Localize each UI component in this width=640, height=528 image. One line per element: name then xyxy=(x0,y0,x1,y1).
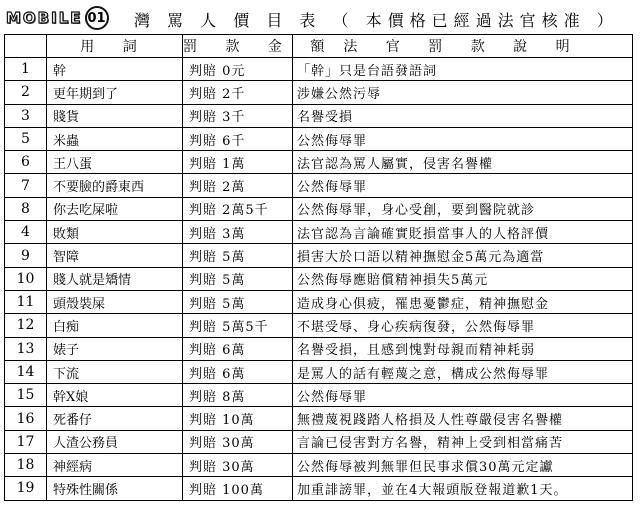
row-fine: 判賠 2千 xyxy=(183,81,293,104)
row-description: 涉嫌公然污辱 xyxy=(293,81,633,104)
row-fine: 判賠 5萬 xyxy=(183,244,293,267)
row-number: 9 xyxy=(5,244,47,267)
row-number: 11 xyxy=(5,290,47,313)
row-fine: 判賠 1萬 xyxy=(183,151,293,174)
table-row xyxy=(5,58,633,81)
row-fine: 判賠 2萬 xyxy=(183,174,293,197)
row-fine: 判賠 5萬5千 xyxy=(183,314,293,337)
row-term: 敗類 xyxy=(47,221,183,244)
row-term: 特殊性關係 xyxy=(47,477,183,500)
row-term: 頭殼裝屎 xyxy=(47,290,183,313)
row-fine: 判賠 8萬 xyxy=(183,384,293,407)
row-term: 賤貨 xyxy=(47,104,183,127)
row-term: 賤人就是矯情 xyxy=(47,267,183,290)
row-description: 公然侮辱罪，身心受創，要到醫院就診 xyxy=(293,197,633,220)
table-row xyxy=(5,104,633,127)
table-row xyxy=(5,360,633,383)
row-description: 無禮蔑視踐踏人格損及人性尊嚴侵害名譽權 xyxy=(293,407,633,430)
row-fine: 判賠 6萬 xyxy=(183,360,293,383)
row-description: 名譽受損，且感到愧對母親而精神耗弱 xyxy=(293,337,633,360)
row-fine: 判賠 2萬5千 xyxy=(183,197,293,220)
row-fine: 判賠 30萬 xyxy=(183,430,293,453)
row-term: 幹 xyxy=(47,58,183,81)
row-fine: 判賠 0元 xyxy=(183,58,293,81)
table-row xyxy=(5,151,633,174)
row-description: 是罵人的話有輕蔑之意，構成公然侮辱罪 xyxy=(293,360,633,383)
table-row xyxy=(5,477,633,500)
row-fine: 判賠 100萬 xyxy=(183,477,293,500)
logo-text: MOBILE xyxy=(6,9,83,27)
header-no xyxy=(5,35,47,58)
row-term: 智障 xyxy=(47,244,183,267)
row-number: 6 xyxy=(5,151,47,174)
row-description: 公然侮辱應賠償精神損失5萬元 xyxy=(293,267,633,290)
logo-mark: 01 xyxy=(85,6,109,30)
mobile01-logo xyxy=(6,5,109,31)
header-term: 用 詞 xyxy=(47,35,183,58)
row-number: 2 xyxy=(5,81,47,104)
row-description: 加重誹謗罪，並在4大報頭版登報道歉1天。 xyxy=(293,477,633,500)
row-fine: 判賠 5萬 xyxy=(183,290,293,313)
row-description: 不堪受辱、身心疾病復發，公然侮辱罪 xyxy=(293,314,633,337)
page-title: 灣 罵 人 價 目 表 （ 本價格已經過法官核准 ） xyxy=(134,11,619,30)
row-number: 16 xyxy=(5,407,47,430)
table-row xyxy=(5,221,633,244)
row-number: 3 xyxy=(5,104,47,127)
row-fine: 判賠 30萬 xyxy=(183,454,293,477)
row-number: 15 xyxy=(5,384,47,407)
row-description: 公然侮辱被判無罪但民事求償30萬元定讞 xyxy=(293,454,633,477)
header-desc: 法 官 罰 款 說 明 xyxy=(293,35,633,58)
row-description: 「幹」只是台語發語詞 xyxy=(293,58,633,81)
row-fine: 判賠 6千 xyxy=(183,127,293,150)
row-description: 公然侮辱罪 xyxy=(293,174,633,197)
table-row xyxy=(5,244,633,267)
row-description: 名譽受損 xyxy=(293,104,633,127)
row-description: 法官認為罵人屬實，侵害名譽權 xyxy=(293,151,633,174)
header-fine: 罰 款 金 額 xyxy=(183,35,293,58)
table-row xyxy=(5,337,633,360)
row-description: 公然侮辱罪 xyxy=(293,384,633,407)
row-term: 更年期到了 xyxy=(47,81,183,104)
row-term: 王八蛋 xyxy=(47,151,183,174)
price-table xyxy=(4,34,633,501)
row-number: 14 xyxy=(5,360,47,383)
row-term: 米蟲 xyxy=(47,127,183,150)
row-term: 人渣公務員 xyxy=(47,430,183,453)
row-term: 你去吃屎啦 xyxy=(47,197,183,220)
row-fine: 判賠 6萬 xyxy=(183,337,293,360)
row-term: 不要臉的爵東西 xyxy=(47,174,183,197)
row-fine: 判賠 3千 xyxy=(183,104,293,127)
row-description: 造成身心俱疲，罹患憂鬱症，精神撫慰金 xyxy=(293,290,633,313)
header-row xyxy=(5,35,633,58)
row-number: 7 xyxy=(5,174,47,197)
row-number: 18 xyxy=(5,454,47,477)
row-term: 神經病 xyxy=(47,454,183,477)
title-bar xyxy=(0,0,640,34)
table-row xyxy=(5,407,633,430)
table-row xyxy=(5,127,633,150)
row-description: 法官認為言論確實貶損當事人的人格評價 xyxy=(293,221,633,244)
row-term: 白痴 xyxy=(47,314,183,337)
table-row xyxy=(5,314,633,337)
row-fine: 判賠 5萬 xyxy=(183,267,293,290)
table-row xyxy=(5,430,633,453)
row-description: 言論已侵害對方名譽，精神上受到相當痛苦 xyxy=(293,430,633,453)
table-row xyxy=(5,81,633,104)
row-number: 4 xyxy=(5,221,47,244)
row-fine: 判賠 3萬 xyxy=(183,221,293,244)
row-term: 幹X娘 xyxy=(47,384,183,407)
row-description: 損害大於口語以精神撫慰金5萬元為適當 xyxy=(293,244,633,267)
row-number: 13 xyxy=(5,337,47,360)
row-number: 8 xyxy=(5,197,47,220)
row-number: 1 xyxy=(5,58,47,81)
table-row xyxy=(5,267,633,290)
row-number: 10 xyxy=(5,267,47,290)
table-row xyxy=(5,197,633,220)
row-term: 下流 xyxy=(47,360,183,383)
row-fine: 判賠 10萬 xyxy=(183,407,293,430)
row-description: 公然侮辱罪 xyxy=(293,127,633,150)
row-number: 5 xyxy=(5,127,47,150)
row-term: 死番仔 xyxy=(47,407,183,430)
row-number: 19 xyxy=(5,477,47,500)
row-term: 婊子 xyxy=(47,337,183,360)
table-row xyxy=(5,384,633,407)
row-number: 17 xyxy=(5,430,47,453)
table-row xyxy=(5,290,633,313)
table-row xyxy=(5,174,633,197)
table-row xyxy=(5,454,633,477)
row-number: 12 xyxy=(5,314,47,337)
